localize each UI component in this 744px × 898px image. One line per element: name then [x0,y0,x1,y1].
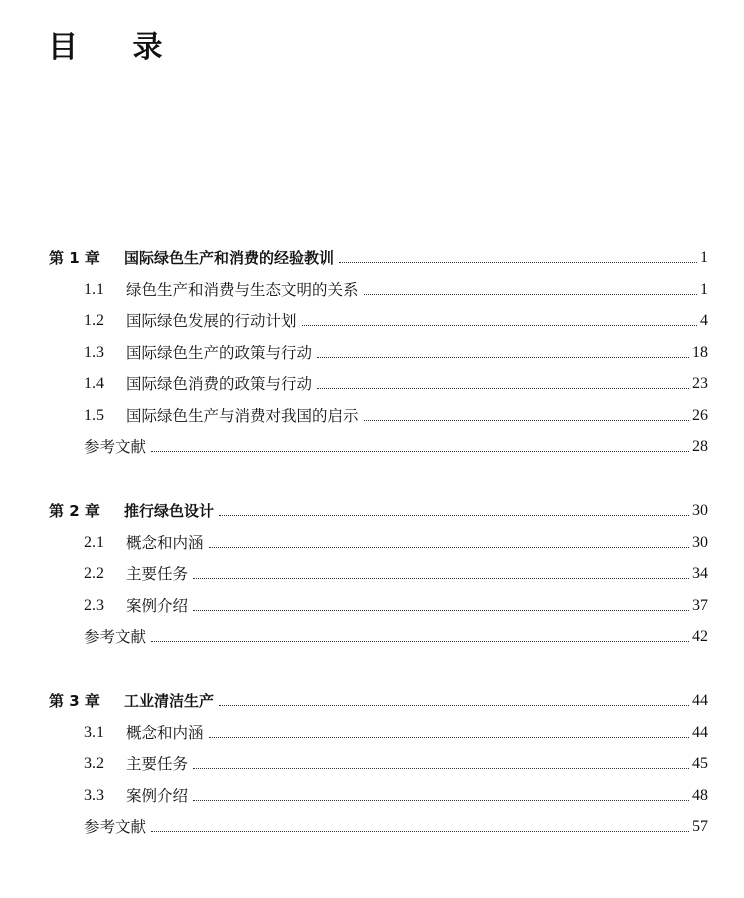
page-number: 45 [692,755,708,772]
toc-section-1-4[interactable] [0,370,744,394]
toc-chapter-1[interactable] [0,244,744,268]
section-title: 案例介绍 [126,597,189,615]
toc-section-1-5[interactable] [0,402,744,426]
page-number: 44 [692,724,708,741]
page-number: 42 [692,628,708,645]
section-number: 1.5 [84,407,104,424]
toc-section-1-1[interactable] [0,276,744,300]
section-title: 概念和内涵 [126,724,204,742]
toc-section-3-2[interactable] [0,750,744,774]
section-title: 案例介绍 [126,787,189,805]
chapter-label: 第 2 章 [49,502,100,520]
section-number: 2.2 [84,565,104,582]
toc-section-3-3[interactable] [0,782,744,806]
page-title: 目 录 [48,30,185,65]
dot-leader [151,451,689,452]
section-title: 绿色生产和消费与生态文明的关系 [126,281,359,299]
page-number: 30 [692,534,708,551]
toc-section-1-2[interactable] [0,307,744,331]
chapter-title: 工业清洁生产 [124,692,215,710]
section-number: 2.1 [84,534,104,551]
section-number: 3.2 [84,755,104,772]
chapter-title: 国际绿色生产和消费的经验教训 [124,249,335,267]
toc-section-2-3[interactable] [0,592,744,616]
dot-leader [151,831,689,832]
page-number: 44 [692,692,708,709]
page-number: 23 [692,375,708,392]
page-number: 1 [700,249,708,266]
section-title: 国际绿色消费的政策与行动 [126,375,313,393]
page-number: 26 [692,407,708,424]
page-number: 30 [692,502,708,519]
page-number: 37 [692,597,708,614]
chapter-label: 第 3 章 [49,692,100,710]
references-title: 参考文献 [84,818,147,836]
section-title: 国际绿色发展的行动计划 [126,312,297,330]
dot-leader [302,325,697,326]
dot-leader [193,768,689,769]
page-number: 57 [692,818,708,835]
section-title: 国际绿色生产的政策与行动 [126,344,313,362]
section-title: 概念和内涵 [126,534,204,552]
references-title: 参考文献 [84,438,147,456]
page-number: 1 [700,281,708,298]
dot-leader [364,294,697,295]
dot-leader [219,705,689,706]
toc-section-2-2[interactable] [0,560,744,584]
dot-leader [209,737,689,738]
dot-leader [193,610,689,611]
dot-leader [151,641,689,642]
dot-leader [317,388,689,389]
page-number: 4 [700,312,708,329]
dot-leader [193,800,689,801]
references-title: 参考文献 [84,628,147,646]
toc-section-3-1[interactable] [0,719,744,743]
page-number: 18 [692,344,708,361]
toc-references-1[interactable] [0,433,744,457]
dot-leader [317,357,689,358]
dot-leader [209,547,689,548]
chapter-title: 推行绿色设计 [124,502,215,520]
page-number: 28 [692,438,708,455]
dot-leader [339,262,697,263]
section-number: 1.2 [84,312,104,329]
toc-chapter-3[interactable] [0,687,744,711]
page-number: 48 [692,787,708,804]
section-title: 国际绿色生产与消费对我国的启示 [126,407,359,425]
page-number: 34 [692,565,708,582]
chapter-label: 第 1 章 [49,249,100,267]
toc-references-2[interactable] [0,623,744,647]
toc-chapter-2[interactable] [0,497,744,521]
section-title: 主要任务 [126,755,189,773]
section-number: 3.3 [84,787,104,804]
section-number: 1.3 [84,344,104,361]
toc-section-1-3[interactable] [0,339,744,363]
dot-leader [364,420,689,421]
section-number: 2.3 [84,597,104,614]
section-number: 1.1 [84,281,104,298]
section-title: 主要任务 [126,565,189,583]
toc-section-2-1[interactable] [0,529,744,553]
section-number: 3.1 [84,724,104,741]
dot-leader [219,515,689,516]
dot-leader [193,578,689,579]
section-number: 1.4 [84,375,104,392]
toc-references-3[interactable] [0,813,744,837]
